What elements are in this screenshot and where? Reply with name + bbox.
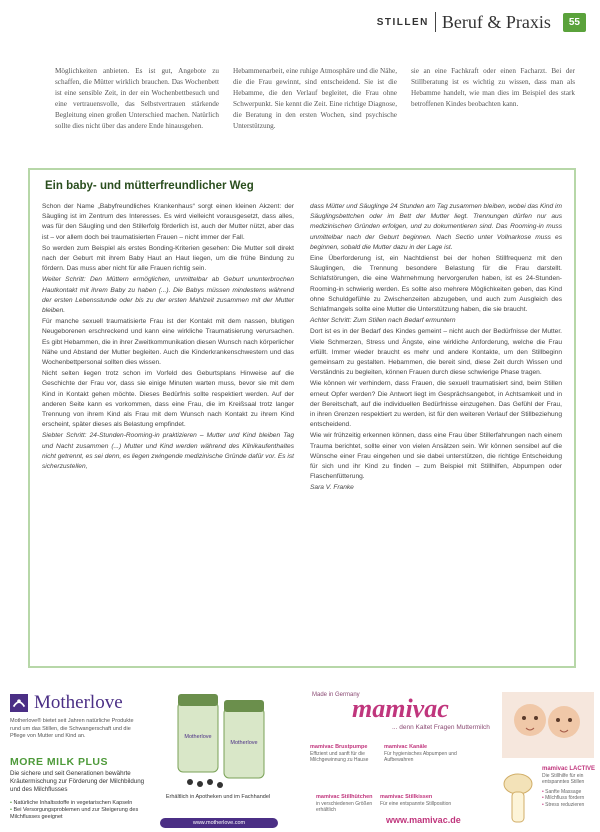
- motherlove-logo-icon: [10, 694, 28, 712]
- article-column-3: sie an eine Fachkraft oder einen Facharzt. Bei der Stillberatung ist es wichtig zu wissen, dass man als Hebamme handelt, wie man dies im Beispiel des stark betroffenen Kindes beobachten kann.: [411, 67, 575, 108]
- section-label: STILLEN: [376, 16, 429, 28]
- box-quote: dass Mütter und Säuglinge 24 Stunden am Tag zusammen bleiben, wobei das Kind im Säuglingsbettchen oder im Bett der Mutter liegt. Trennungen dürfen nur aus medizinischen Gründen erfolgen, und zu dokumentieren sind. Das Rooming-in muss unmittelbar nach der Geburt beginnen. Nach Sectio unter Vollnarkose muss es beginnen, sobald die Mutter dazu in der Lage ist.: [310, 203, 562, 251]
- mamivac-panel-text: in verschiedenen Größen erhältlich: [316, 800, 373, 813]
- mamivac-panel-pillow: [380, 794, 464, 807]
- article-columns: [55, 66, 575, 132]
- page-header: [377, 10, 586, 34]
- mamivac-panel-text: Für hygienisches Abpumpen und Aufbewahren: [384, 750, 457, 763]
- box-quote: Achter Schritt: Zum Stillen nach Bedarf ermuntern: [310, 317, 456, 325]
- motherlove-bullets: [10, 800, 150, 822]
- breast-pump-image: [498, 768, 538, 828]
- mamivac-panel-title: mamivac Stillhütchen: [316, 794, 373, 800]
- motherlove-brand: Motherlove: [34, 692, 123, 713]
- motherlove-bottle-label: Motherlove: [230, 740, 258, 746]
- mamivac-tag: Made in Germany: [312, 692, 360, 698]
- header-divider: [435, 12, 436, 32]
- mamivac-panel-bags: [384, 744, 464, 764]
- babies-image: [502, 692, 594, 758]
- mamivac-panel-shields: [316, 794, 374, 814]
- author-name: Sara V. Franke: [310, 484, 354, 492]
- box-paragraph: Eine Überforderung ist, ein Nachtdienst bei der hohen Stillfrequenz mit den Säuglingen, die Trennung besondere Belastung für die Frau darstellt. Schlafstörungen, die eine Wahrnehmung hervorgerufen haben, ist es 24-Stunden-Rooming-in schwierig werden. Es sollte also mehrere Möglichkeiten geben, das Kind ohne Schuldgefühle zu Zwischenzeiten abzugeben, und auch zum Ausgleich des Schlafmangels sollte eine Mutter die Unterstützung haben, die sie braucht.: [310, 255, 562, 314]
- mamivac-lactive-bullet: • Sanfte Massage: [542, 789, 598, 796]
- article-column-2: Hebammenarbeit, eine ruhige Atmosphäre und die Nähe, die die Frau gewinnt, sind entscheidend. Sie ist die Hebamme, die den Verlauf begleitet, die Frau ohne Schwerpunkt. Sie kennt die Zeit. Eine richtige Diagnose, die Beratung in den ersten Wochen, sind psychische Unterstützung.: [233, 67, 397, 130]
- mamivac-lactive-bullet: • Stress reduzieren: [542, 802, 598, 809]
- motherlove-intro: Motherlove® bietet seit Jahren natürliche Produkte rund um das Stillen, die Schwangerschaft und die Pflege von Mutter und Kind an.: [10, 718, 134, 739]
- box-paragraph: So werden zum Beispiel als erstes Bonding-Kriterien gesehen: Die Mutter soll direkt nach der Geburt mit ihrem Baby Haut an Haut liegen, um die frühe Bindung zu fördern. Das muss aber nicht für alle Frauen richtig sein.: [42, 244, 294, 273]
- motherlove-website[interactable]: www.motherlove.com: [160, 818, 278, 828]
- mamivac-panel-text: Effizient und sanft für die Milchgewinnung zu Hause: [310, 750, 369, 763]
- mamivac-ad[interactable]: [302, 684, 600, 832]
- mamivac-slogan: ... denn Kaltet Fragen Muttermilch: [392, 724, 490, 731]
- mamivac-panel-text: Für eine entspannte Stillposition: [380, 800, 452, 807]
- motherlove-bullet: • Bei Versorgungsproblemen und zur Steigerung des Milchflusses geeignet: [10, 807, 150, 821]
- article-column-1: Möglichkeiten anbieten. Es ist gut, Angebote zu schaffen, die Mütter wirklich brauchen. Das Wochenbett ist eine sensible Zeit, in der ein Wochenbettbesuch und eine vertrauensvolle, das Selbstvertrauen stärkende Begleitung einen großen Unterschied machen. Natürlich sollte dies nicht über das andere Ende hinausgehen.: [55, 67, 219, 130]
- motherlove-subhead: Die sichere und seit Generationen bewährte Kräutermischung zur Förderung der Milchbildung und des Milchflusses: [10, 770, 145, 793]
- motherlove-bullet: • Natürliche Inhaltsstoffe in vegetarischen Kapseln: [10, 800, 150, 807]
- box-title: Ein baby- und mütterfreundlicher Weg: [45, 180, 254, 192]
- box-right-column: [310, 202, 562, 495]
- box-paragraph: Wie können wir verhindern, dass Frauen, die sexuell traumatisiert sind, beim Stillen erneut Opfer werden? Die Antwort liegt im Gesprächsangebot, in Achtsamkeit und in der Bereitschaft, auf die individuellen Bedürfnisse einzugehen. Das Gefühl der Frau, in ihren Grenzen respektiert zu werden, ist für den weiteren Verlauf der Stillbeziehung entscheidend.: [310, 380, 562, 429]
- advertisements: [0, 684, 600, 832]
- mamivac-panel-title: mamivac Kanäle: [384, 744, 428, 750]
- mamivac-lactive-title: mamivac LACTIVE: [542, 766, 596, 772]
- mamivac-website[interactable]: www.mamivac.de: [386, 815, 461, 825]
- mamivac-logo: mamivac: [352, 694, 449, 723]
- box-quote: Weiter Schritt: Den Müttern ermöglichen, unmittelbar ab Geburt ununterbrochen Hautkontakt mit ihrem Baby zu haben (...). Die Babys müssen mindestens während der ersten Lebensstunde oder bis zu der ersten Mahlzeit zusammen mit der Mutter bleiben.: [42, 276, 294, 315]
- box-left-column: [42, 202, 294, 495]
- box-paragraph: Wie wir frühzeitig erkennen können, dass eine Frau über Stillerfahrungen nach einem Trauma berichtet, sollte einer von vielen Ansätzen sein. Wir können sensibel auf die Wünsche einer Frau eingehen und sie dabei unterstützen, die richtige Entscheidung für sich und ihr Kind zu finden – zum Beispiel mit Stillhilfen, Abpumpen oder Flaschenfütterung.: [310, 432, 562, 481]
- motherlove-ad[interactable]: [0, 684, 298, 832]
- box-quote: Siebter Schritt: 24-Stunden-Rooming-in praktizieren – Mutter und Kind bleiben Tag und Nacht zusammen (...) Mutter und Kind werden während des Klinikaufenthaltes nicht getrennt, es sei denn, es liegen zwingende medizinische Gründe dafür vor. Es ist sicherzustellen,: [42, 432, 294, 471]
- mamivac-panel-title: mamivac Brustpumpe: [310, 744, 368, 750]
- motherlove-bottles-image: [152, 690, 292, 790]
- box-paragraph: Schon der Name „Babyfreundliches Krankenhaus“ sorgt einen kleinen Akzent: der Säugling ist im Zentrum des Interesses. Es wird vielleicht vorausgesetzt, dass alles, was für den Säugling und den Stillerfolg förderlich ist, auch der Mutter nützt, aber das ist – vor allem doch bei traumatisierten Frauen – nicht immer der Fall.: [42, 203, 294, 241]
- page-number: 55: [563, 13, 586, 32]
- mamivac-lactive-panel: [542, 766, 598, 808]
- motherlove-headline: MORE MILK PLUS: [10, 756, 108, 768]
- mamivac-panel-title: mamivac Stillkissen: [380, 794, 433, 800]
- section-title: Beruf & Praxis: [441, 11, 551, 32]
- info-box: [28, 168, 576, 668]
- motherlove-bottle-label: Motherlove: [184, 734, 212, 740]
- mamivac-lactive-text: Die Stillhilfe für ein entspanntes Stillen: [542, 772, 585, 785]
- motherlove-caption: Erhältlich in Apotheken und im Fachhandel: [165, 794, 271, 800]
- motherlove-logo: [10, 692, 123, 714]
- box-paragraph: Nicht selten liegen trotz schon im Vorfeld des Geburtsplans Hinweise auf die Geschichte der Frau vor, dass sie einige Minuten warten muss, bevor sie mit dem Kind in Kontakt gehen möchte. Dieses Bedürfnis sollte respektiert werden. Auf der anderen Seite kann es vorkommen, dass eine Frau, die im Kreißsaal trotz langer Trennung von ihrem Kind als Frau mit dem Wunsch nach Kontakt zu ihrem Kind erscheint, später dieses als Belastung empfindet.: [42, 370, 294, 429]
- box-paragraph: Dort ist es in der Bedarf des Kindes gemeint – nicht auch der Bedürfnisse der Mutter. Viele Schmerzen, Stress und Ängste, eine wirkliche Anforderung, welche die Frau erfüllt. Immer wieder braucht es mehr und andere Kontakte, um den Stillbeginn gemeinsam zu gestalten. Hebammen, die bereit sind, diese Zeit durch Wissen und Verständnis zu begleiten, können Frauen durch diese schwierige Phase tragen.: [310, 328, 562, 377]
- mamivac-lactive-bullet: • Milchfluss fördern: [542, 795, 598, 802]
- mamivac-panel-pump: [310, 744, 380, 764]
- box-paragraph: Für manche sexuell traumatisierte Frau ist der Kontakt mit dem nassen, blutigen Neugeborenen erschreckend und kann eine wirkliche Traumatisierung verursachen. Es gibt Hebammen, die in ihrer Zweitkommunikation diesen Wunsch nach körperlicher Nähe und Abstand der Mutter begleiten. Auch die Kinderkrankenschwestern und das Wochenbettpersonal sollten dies wissen.: [42, 318, 294, 367]
